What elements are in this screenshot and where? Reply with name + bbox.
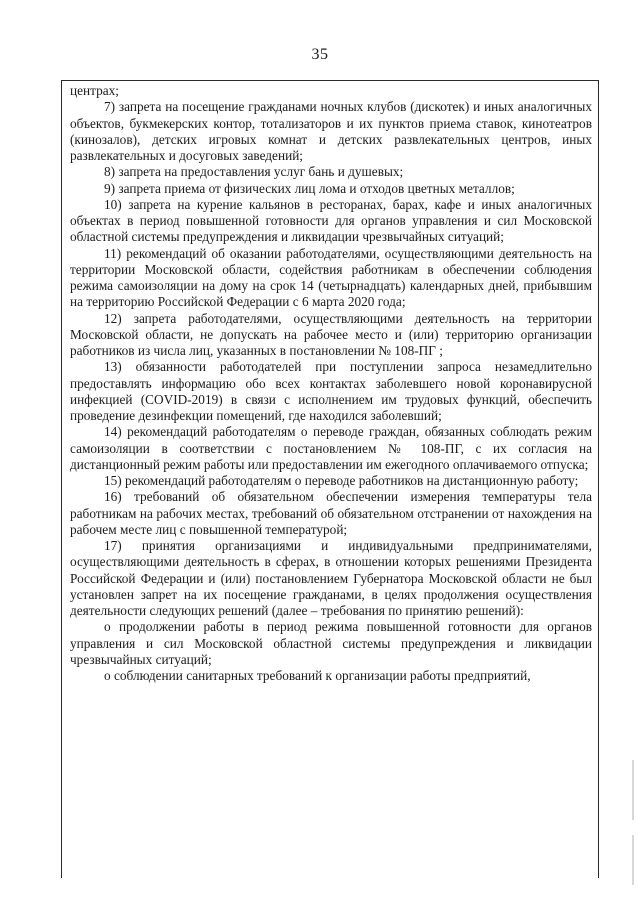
paragraph-item-11: 11) рекомендаций об оказании работодателями, осуществляющими деятельность на территории Московской области, содействия работникам в обеспечении соблюдения режима самоизоляции на дому на срок 14 (четырнадцать) календарных дней, прибывшим на территорию Российской Федерации с 6 марта 2020 года; — [70, 245, 592, 310]
document-body — [70, 83, 592, 684]
paragraph-item-14: 14) рекомендаций работодателям о переводе граждан, обязанных соблюдать режим самоизоляции в соответствии с постановлением № 108-ПГ, с их согласия на дистанционный режим работы или предоставлении им ежегодного оплачиваемого отпуска; — [70, 424, 592, 472]
scan-edge-mark — [632, 760, 634, 820]
paragraph-item-17: 17) принятия организациями и индивидуальными предпринимателями, осуществляющими деятельность в сферах, в отношении которых решениями Президента Российской Федерации и (или) постановлением Губернатора Московской области не был установлен запрет на их посещение гражданами, в целях продолжения осуществления деятельности следующих решений (далее – требования по принятию решений): — [70, 538, 592, 618]
page-number: 35 — [311, 46, 329, 63]
document-frame — [61, 80, 599, 878]
paragraph-item-12: 12) запрета работодателями, осуществляющими деятельность на территории Московской области, не допускать на рабочее место и (или) территорию организации работников из числа лиц, указанных в постановлении № 108-ПГ ; — [70, 310, 592, 358]
paragraph-item-10: 10) запрета на курение кальянов в ресторанах, барах, кафе и иных аналогичных объектах в период повышенной готовности для органов управления и сил Московской областной системы предупреждения и ликвидации чрезвычайных ситуаций; — [70, 196, 592, 245]
paragraph-decision-2: о соблюдении санитарных требований к организации работы предприятий, — [104, 668, 531, 683]
paragraph-item-7: 7) запрета на посещение гражданами ночных клубов (дискотек) и иных аналогичных объектов, букмекерских контор, тотализаторов и их пунктов приема ставок, кинотеатров (кинозалов), детских игровых комнат и детских развлекательных центров, иных развлекательных и досуговых заведений; — [70, 99, 592, 163]
paragraph-item-8: 8) запрета на предоставления услуг бань и душевых; — [104, 164, 404, 180]
paragraph-item-9: 9) запрета приема от физических лиц лома и отходов цветных металлов; — [104, 180, 515, 196]
paragraph-continuation: центрах; — [70, 83, 119, 98]
scan-edge-mark — [632, 835, 634, 885]
paragraph-decision-1: о продолжении работы в период режима повышенной готовности для органов управления и сил Московской областной системы предупреждения и ликвидации чрезвычайных ситуаций; — [70, 619, 592, 667]
paragraph-item-16: 16) требований об обязательном обеспечении измерения температуры тела работникам на рабочих местах, требований об обязательном отстранении от нахождения на рабочем месте лиц с повышенной температурой; — [70, 489, 592, 537]
paragraph-item-15: 15) рекомендаций работодателям о переводе работников на дистанционную работу; — [104, 473, 579, 488]
paragraph-item-13: 13) обязанности работодателей при поступлении запроса незамедлительно предоставлять информацию обо всех контактах заболевшего новой коронавирусной инфекцией (COVID-2019) в связи с исполнением им трудовых функций, обеспечить проведение дезинфекции помещений, где находился заболевший; — [70, 359, 592, 423]
